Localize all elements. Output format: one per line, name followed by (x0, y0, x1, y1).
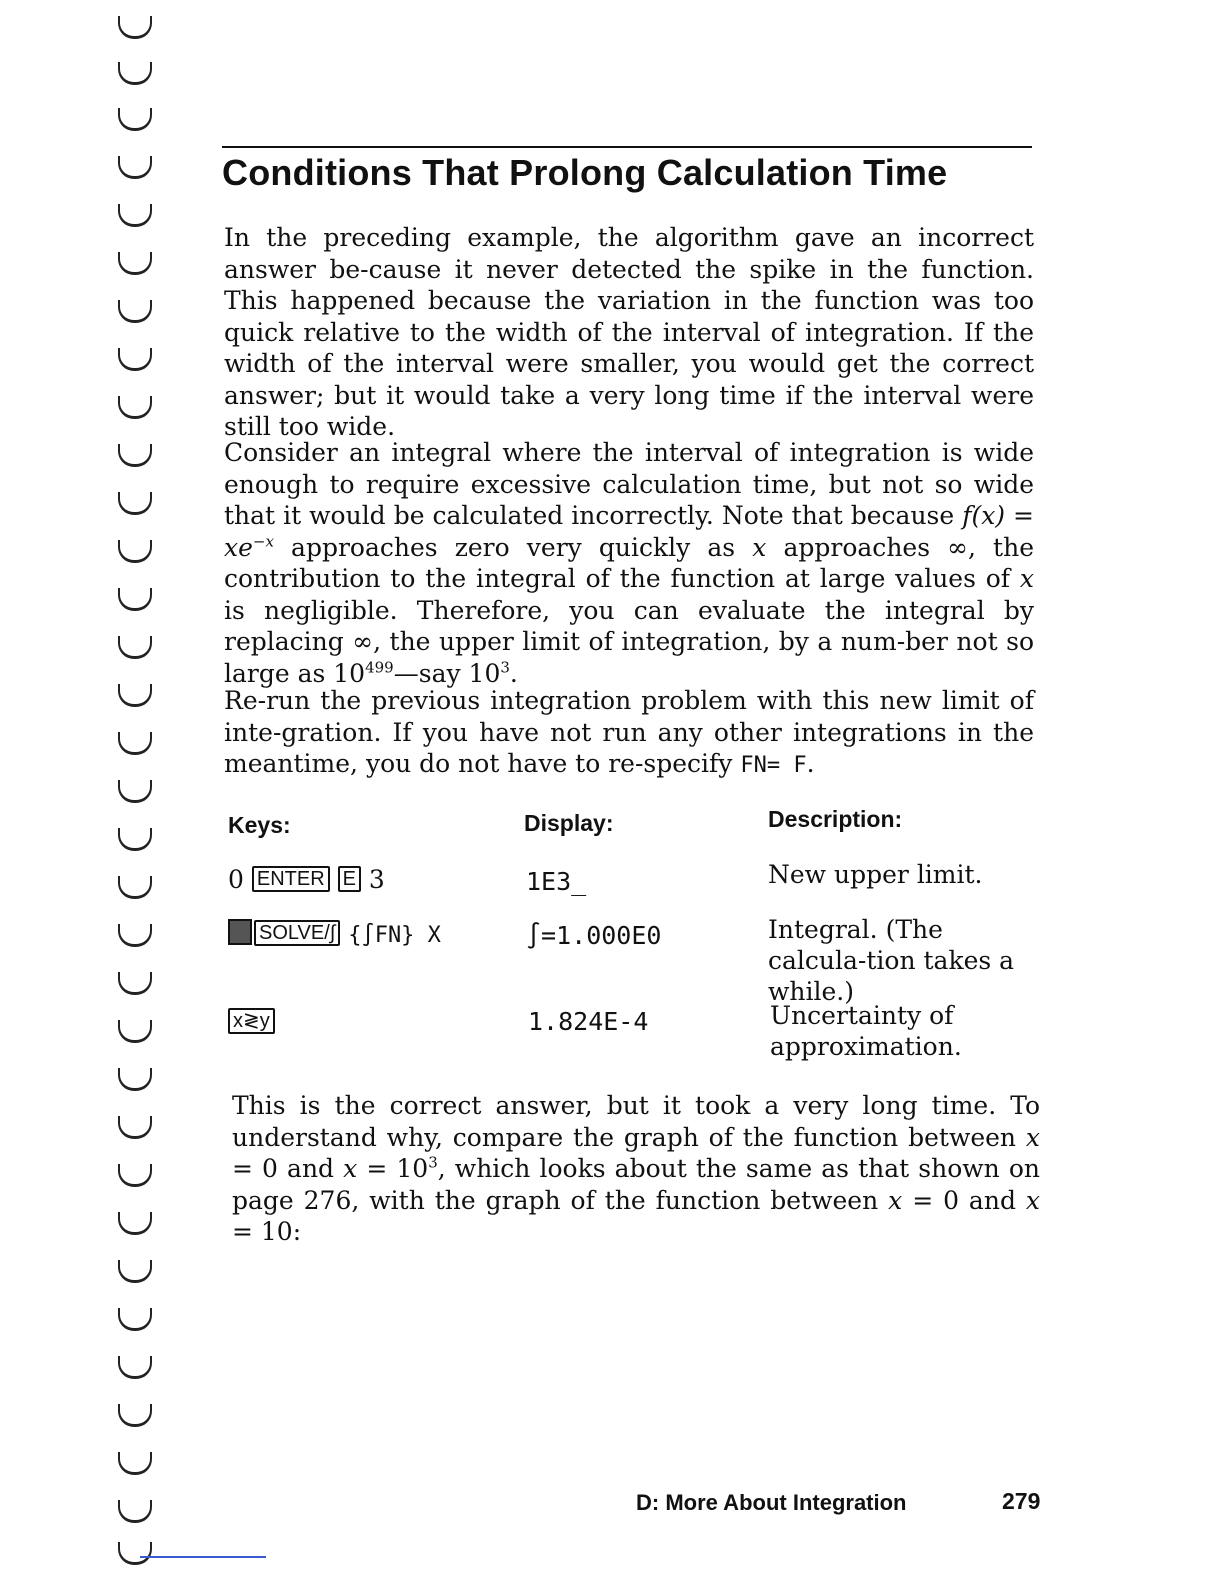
e-key: E (338, 866, 361, 892)
ring-icon (118, 1542, 152, 1565)
math-x: x (1025, 1185, 1040, 1215)
row2-display: ∫=1.000E0 (526, 921, 662, 950)
swap-xy-key: x≷y (228, 1008, 275, 1034)
ring-icon (118, 1404, 152, 1427)
text-run: = (1005, 501, 1034, 530)
text-run: = 10: (232, 1217, 302, 1246)
superscript: 3 (428, 1153, 438, 1172)
header-display: Display: (524, 810, 614, 836)
ring-icon (118, 108, 152, 131)
paragraph-consider (224, 437, 1034, 689)
ring-icon (118, 684, 152, 707)
ring-icon (118, 204, 152, 227)
paragraph-rerun (224, 685, 1034, 782)
math-x: x (1025, 1122, 1040, 1152)
ring-icon (118, 16, 152, 39)
math-x: x (888, 1185, 903, 1215)
ring-icon (118, 252, 152, 275)
math-x: x (343, 1154, 358, 1183)
ring-icon (118, 1212, 152, 1235)
title-rule (222, 146, 1032, 148)
ring-icon (118, 540, 152, 563)
text-run: This is the correct answer, but it took a very long time. To understand why, compare the graph of the function between (232, 1091, 1040, 1152)
text-run: . (806, 749, 815, 778)
ring-icon (118, 1260, 152, 1283)
text-run: —say 10 (393, 658, 501, 688)
ring-icon (118, 156, 152, 179)
key-label: 3 (368, 865, 385, 894)
page-title: Conditions That Prolong Calculation Time (222, 152, 948, 193)
ring-icon (118, 1116, 152, 1139)
math-x: x (1019, 564, 1034, 593)
row2-description: Integral. (The calcula-tion takes a while.) (768, 915, 1015, 1006)
text-run: , which looks about the same as that shown on page 276, with the graph of the function between (232, 1154, 1040, 1215)
superscript: 499 (365, 658, 394, 677)
ring-icon (118, 1164, 152, 1187)
ring-icon (118, 1068, 152, 1091)
key-label: 0 (228, 865, 244, 894)
paragraph-intro: In the preceding example, the algorithm gave an incorrect answer be-cause it never detected the spike in the function. This happened because the variation in the function was too quick relative to the width of the interval of integration. If the width of the interval were smaller, you would get the correct answer; but it would take a very long time if the interval were still too wide. (224, 223, 1034, 441)
ring-icon (118, 348, 152, 371)
text-run: approaches zero very quickly as (273, 532, 753, 562)
ring-icon (118, 924, 152, 947)
code-fn: FN= F (740, 753, 807, 778)
ring-icon (118, 1020, 152, 1043)
shift-key-icon (228, 919, 252, 945)
row2-keys (228, 918, 441, 951)
scan-edge-line (140, 1556, 266, 1558)
text-run: is negligible. Therefore, you can evaluate the integral by replacing ∞, the upper limit of integration, by a num-ber not so large as 10 (224, 595, 1034, 688)
text-run: Consider an integral where the interval of integration is wide enough to require excessive calculation time, but not so wide that it would be calculated incorrectly. Note that because (224, 438, 1034, 530)
math-xe: xe (224, 532, 253, 562)
math-exponent: −x (252, 532, 274, 551)
math-x: x (752, 532, 767, 562)
text-run: = 0 and (232, 1154, 344, 1183)
ring-icon (118, 1356, 152, 1379)
ring-icon (118, 396, 152, 419)
ring-icon (118, 636, 152, 659)
text-run: approaches ∞, the contribution to the integral of the function at large values of (224, 532, 1034, 593)
ring-icon (118, 876, 152, 899)
text-run: . (509, 658, 518, 688)
page-number: 279 (1002, 1488, 1041, 1514)
enter-key: ENTER (252, 866, 330, 892)
row1-description: New upper limit. (768, 860, 983, 889)
header-keys: Keys: (228, 812, 291, 838)
row3-keys (228, 1006, 275, 1037)
ring-icon (118, 62, 152, 85)
superscript: 3 (500, 658, 510, 677)
ring-icon (118, 1452, 152, 1475)
ring-icon (118, 444, 152, 467)
text-run: = 10 (357, 1154, 429, 1183)
menu-keys: {∫FN} X (348, 923, 441, 948)
ring-icon (118, 1500, 152, 1523)
ring-icon (118, 828, 152, 851)
row1-keys (228, 864, 385, 895)
paragraph-correct-answer (232, 1090, 1040, 1248)
text-run: = 0 and (902, 1185, 1026, 1215)
ring-icon (118, 972, 152, 995)
ring-icon (118, 300, 152, 323)
ring-icon (118, 1308, 152, 1331)
text-run: Re-run the previous integration problem with this new limit of inte-gration. If you have not run any other integrations in the meantime, you do not have to re-specify (224, 686, 1034, 778)
footer-section-title: D: More About Integration (636, 1490, 907, 1515)
math-fx: f(x) (962, 501, 1006, 530)
header-description: Description: (768, 806, 903, 832)
ring-icon (118, 780, 152, 803)
row1-display: 1E3_ (526, 867, 587, 896)
row3-description: Uncertainty of approximation. (770, 1001, 962, 1061)
row3-display: 1.824E-4 (528, 1007, 649, 1036)
ring-icon (118, 492, 152, 515)
solve-key: SOLVE/∫ (254, 920, 340, 946)
ring-icon (118, 732, 152, 755)
ring-icon (118, 588, 152, 611)
